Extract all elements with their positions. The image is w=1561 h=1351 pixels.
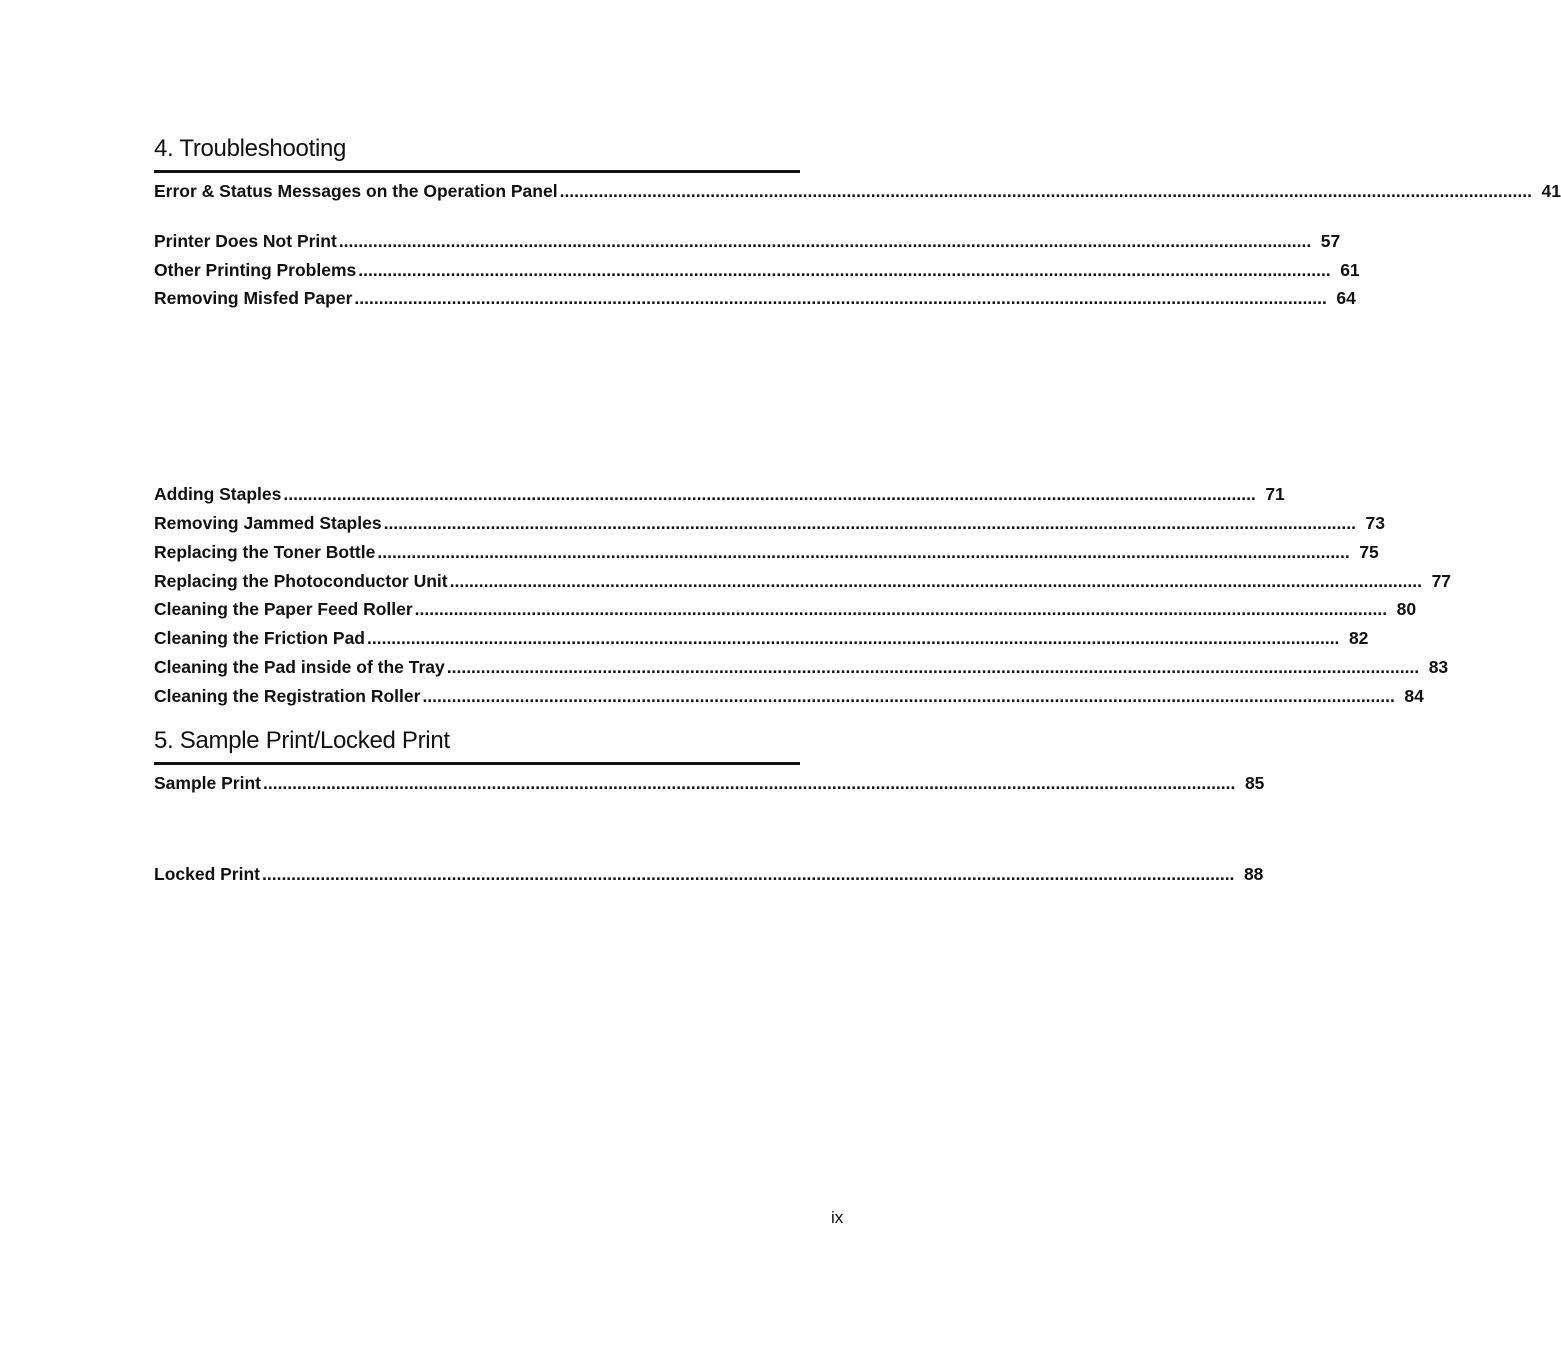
toc-leader-dots: ........................................................................................................................................................................................................	[262, 773, 1236, 793]
toc-entry-adding-staples[interactable]	[154, 484, 1285, 508]
toc-leader-dots: ........................................................................................................................................................................................................	[283, 484, 1256, 504]
toc-entry-page: 82	[1348, 628, 1369, 648]
toc-entry-page: 41	[1541, 181, 1561, 201]
toc-entry-page: 73	[1365, 513, 1385, 533]
toc-entry-page: 75	[1359, 542, 1379, 562]
toc-entry-label: Replacing the Photoconductor Unit	[154, 571, 448, 591]
toc-entry-page: 64	[1336, 288, 1356, 308]
toc-entry-label: Cleaning the Friction Pad	[154, 628, 365, 648]
toc-entry-cleaning-pad-inside-tray[interactable]	[154, 657, 1449, 681]
toc-leader-dots: ........................................................................................................................................................................................................	[449, 571, 1423, 591]
toc-leader-dots: ........................................................................................................................................................................................................	[414, 599, 1388, 619]
toc-entry-page: 77	[1431, 571, 1452, 591]
toc-entry-page: 83	[1428, 657, 1449, 677]
toc-entry-label: Replacing the Toner Bottle	[154, 542, 376, 562]
toc-leader-dots: ........................................................................................................................................................................................................	[377, 542, 1350, 562]
toc-leader-dots: ........................................................................................................................................................................................................	[422, 686, 1395, 706]
toc-entry-locked-print[interactable]	[154, 864, 1264, 888]
toc-entry-page: 57	[1320, 231, 1341, 251]
chapter-4-title: 4. Troubleshooting	[154, 135, 347, 162]
toc-leader-dots: ........................................................................................................................................................................................................	[338, 231, 1312, 251]
toc-entry-label: Removing Misfed Paper	[154, 288, 353, 308]
toc-leader-dots: ........................................................................................................................................................................................................	[559, 181, 1532, 201]
toc-entry-label: Printer Does Not Print	[154, 231, 337, 251]
toc-entry-removing-misfed-paper[interactable]	[154, 288, 1356, 312]
toc-entry-page: 80	[1396, 599, 1417, 619]
toc-entry-other-printing-problems[interactable]	[154, 260, 1360, 284]
toc-leader-dots: ........................................................................................................................................................................................................	[354, 288, 1327, 308]
chapter-5-rule	[154, 762, 800, 765]
toc-entry-label: Locked Print	[154, 864, 260, 884]
toc-entry-removing-jammed-staples[interactable]	[154, 513, 1385, 537]
toc-entry-label: Cleaning the Registration Roller	[154, 686, 421, 706]
toc-leader-dots: ........................................................................................................................................................................................................	[446, 657, 1420, 677]
toc-entry-label: Adding Staples	[154, 484, 282, 504]
toc-entry-cleaning-registration-roller[interactable]	[154, 686, 1424, 710]
chapter-4-rule	[154, 170, 800, 173]
toc-entry-error-status-messages[interactable]	[154, 181, 1561, 205]
toc-entry-printer-does-not-print[interactable]	[154, 231, 1341, 255]
toc-entry-page: 84	[1404, 686, 1424, 706]
toc-leader-dots: ........................................................................................................................................................................................................	[262, 864, 1235, 884]
page-number: ix	[831, 1208, 844, 1227]
toc-leader-dots: ........................................................................................................................................................................................................	[358, 260, 1331, 280]
toc-entry-page: 71	[1265, 484, 1285, 504]
toc-entry-label: Cleaning the Paper Feed Roller	[154, 599, 413, 619]
toc-entry-page: 88	[1243, 864, 1264, 884]
toc-leader-dots: ........................................................................................................................................................................................................	[383, 513, 1356, 533]
toc-entry-label: Sample Print	[154, 773, 261, 793]
toc-entry-page: 61	[1340, 260, 1360, 280]
toc-entry-label: Error & Status Messages on the Operation Panel	[154, 181, 558, 201]
toc-entry-sample-print[interactable]	[154, 773, 1265, 797]
toc-entry-page: 85	[1244, 773, 1265, 793]
toc-entry-label: Cleaning the Pad inside of the Tray	[154, 657, 445, 677]
chapter-5-title: 5. Sample Print/Locked Print	[154, 727, 450, 754]
toc-leader-dots: ........................................................................................................................................................................................................	[367, 628, 1340, 648]
toc-entry-replacing-photoconductor-unit[interactable]	[154, 571, 1452, 595]
toc-entry-label: Other Printing Problems	[154, 260, 357, 280]
toc-entry-cleaning-friction-pad[interactable]	[154, 628, 1369, 652]
toc-entry-cleaning-paper-feed-roller[interactable]	[154, 599, 1417, 623]
toc-entry-replacing-toner-bottle[interactable]	[154, 542, 1379, 566]
toc-entry-label: Removing Jammed Staples	[154, 513, 382, 533]
